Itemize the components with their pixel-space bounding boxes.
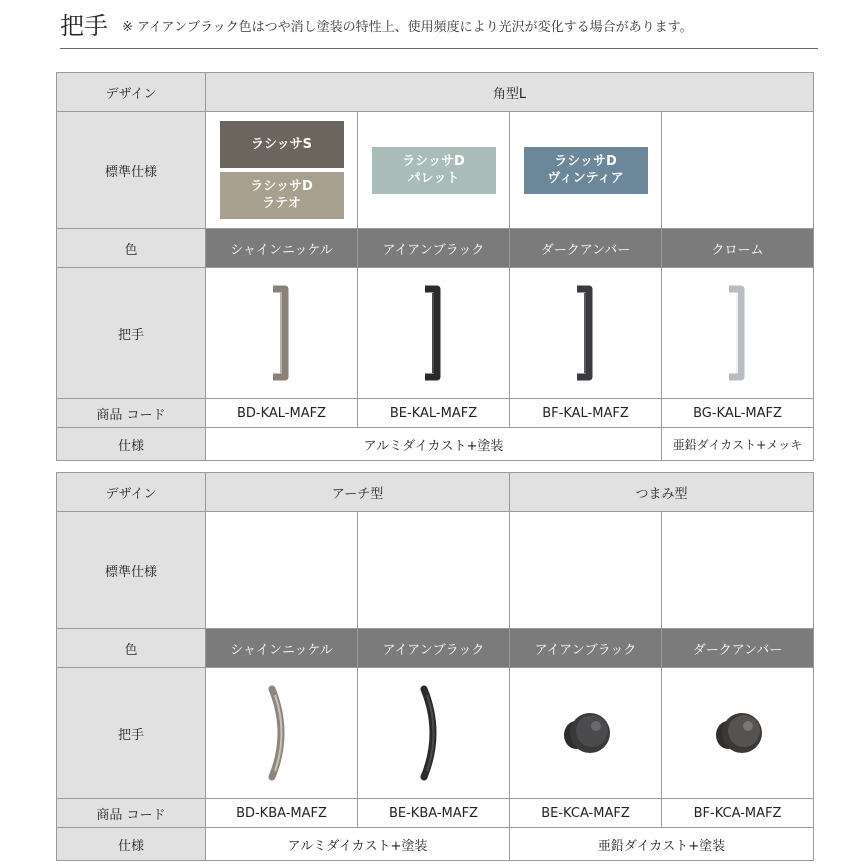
design-arch: アーチ型	[206, 473, 510, 512]
spec-zinc-plating: 亜鉛ダイカスト+メッキ	[662, 428, 814, 461]
color-row	[57, 629, 814, 668]
color-shine-nickel: シャインニッケル	[206, 229, 358, 268]
standard-cell-1	[206, 512, 358, 629]
standard-row	[57, 512, 814, 629]
handle-image-cell	[662, 668, 814, 799]
code-row	[57, 799, 814, 828]
color-iron-black: アイアンブラック	[510, 629, 662, 668]
handle-image-cell	[358, 268, 510, 399]
color-label: 色	[57, 229, 206, 268]
swatch-lasissa-d-rateo: ラシッサD ラテオ	[220, 172, 344, 219]
design-kakugata-l: 角型L	[206, 73, 814, 112]
design-row	[57, 73, 814, 112]
swatch-lasissa-s: ラシッサS	[220, 121, 344, 168]
swatch-lasissa-d-palette: ラシッサD パレット	[372, 147, 496, 194]
handle-image-cell	[662, 268, 814, 399]
handle-label: 把手	[57, 668, 206, 799]
color-dark-amber: ダークアンバー	[662, 629, 814, 668]
product-code: BF-KAL-MAFZ	[510, 399, 662, 428]
product-code: BD-KAL-MAFZ	[206, 399, 358, 428]
standard-cell-4	[662, 512, 814, 629]
color-iron-black: アイアンブラック	[358, 229, 510, 268]
design-label: デザイン	[57, 73, 206, 112]
arch-handle-shine-nickel-icon	[264, 685, 300, 781]
color-chrome: クローム	[662, 229, 814, 268]
handle-image-cell	[206, 268, 358, 399]
product-code: BD-KBA-MAFZ	[206, 799, 358, 828]
standard-label: 標準仕様	[57, 512, 206, 629]
spec-label: 仕様	[57, 828, 206, 861]
handle-image-cell	[206, 668, 358, 799]
spec-table-kakugata	[56, 72, 814, 461]
color-dark-amber: ダークアンバー	[510, 229, 662, 268]
spec-zinc-paint: 亜鉛ダイカスト+塗装	[510, 828, 814, 861]
page-title: 把手	[60, 12, 108, 40]
design-knob: つまみ型	[510, 473, 814, 512]
spec-row	[57, 428, 814, 461]
standard-label: 標準仕様	[57, 112, 206, 229]
color-shine-nickel: シャインニッケル	[206, 629, 358, 668]
handle-image-cell	[358, 668, 510, 799]
standard-cell-4	[662, 112, 814, 229]
spec-aluminum-paint: アルミダイカスト+塗装	[206, 828, 510, 861]
caution-note: ※ アイアンブラック色はつや消し塗装の特性上、使用頻度により光沢が変化する場合があります。	[122, 20, 693, 35]
color-iron-black: アイアンブラック	[358, 629, 510, 668]
page-header	[60, 6, 820, 46]
standard-cell-1	[206, 112, 358, 229]
handle-image-cell	[510, 668, 662, 799]
square-handle-shine-nickel-icon	[267, 285, 297, 381]
product-code: BG-KAL-MAFZ	[662, 399, 814, 428]
square-handle-chrome-icon	[723, 285, 753, 381]
spec-aluminum-paint: アルミダイカスト+塗装	[206, 428, 662, 461]
standard-cell-3	[510, 512, 662, 629]
handle-label: 把手	[57, 268, 206, 399]
spec-table-arch-knob	[56, 472, 814, 861]
color-label: 色	[57, 629, 206, 668]
standard-cell-3	[510, 112, 662, 229]
product-code: BF-KCA-MAFZ	[662, 799, 814, 828]
square-handle-dark-amber-icon	[571, 285, 601, 381]
arch-handle-iron-black-icon	[416, 685, 452, 781]
handle-row	[57, 668, 814, 799]
handle-row	[57, 268, 814, 399]
product-code: BE-KCA-MAFZ	[510, 799, 662, 828]
header-divider	[60, 48, 818, 49]
square-handle-iron-black-icon	[419, 285, 449, 381]
product-code: BE-KBA-MAFZ	[358, 799, 510, 828]
code-label: 商品 コード	[57, 799, 206, 828]
handle-image-cell	[510, 268, 662, 399]
product-code: BE-KAL-MAFZ	[358, 399, 510, 428]
design-label: デザイン	[57, 473, 206, 512]
knob-dark-amber-icon	[708, 703, 768, 763]
spec-row	[57, 828, 814, 861]
standard-row	[57, 112, 814, 229]
standard-cell-2	[358, 512, 510, 629]
swatch-lasissa-d-vintia: ラシッサD ヴィンティア	[524, 147, 648, 194]
knob-iron-black-icon	[556, 703, 616, 763]
color-row	[57, 229, 814, 268]
design-row	[57, 473, 814, 512]
spec-label: 仕様	[57, 428, 206, 461]
code-label: 商品 コード	[57, 399, 206, 428]
code-row	[57, 399, 814, 428]
standard-cell-2	[358, 112, 510, 229]
